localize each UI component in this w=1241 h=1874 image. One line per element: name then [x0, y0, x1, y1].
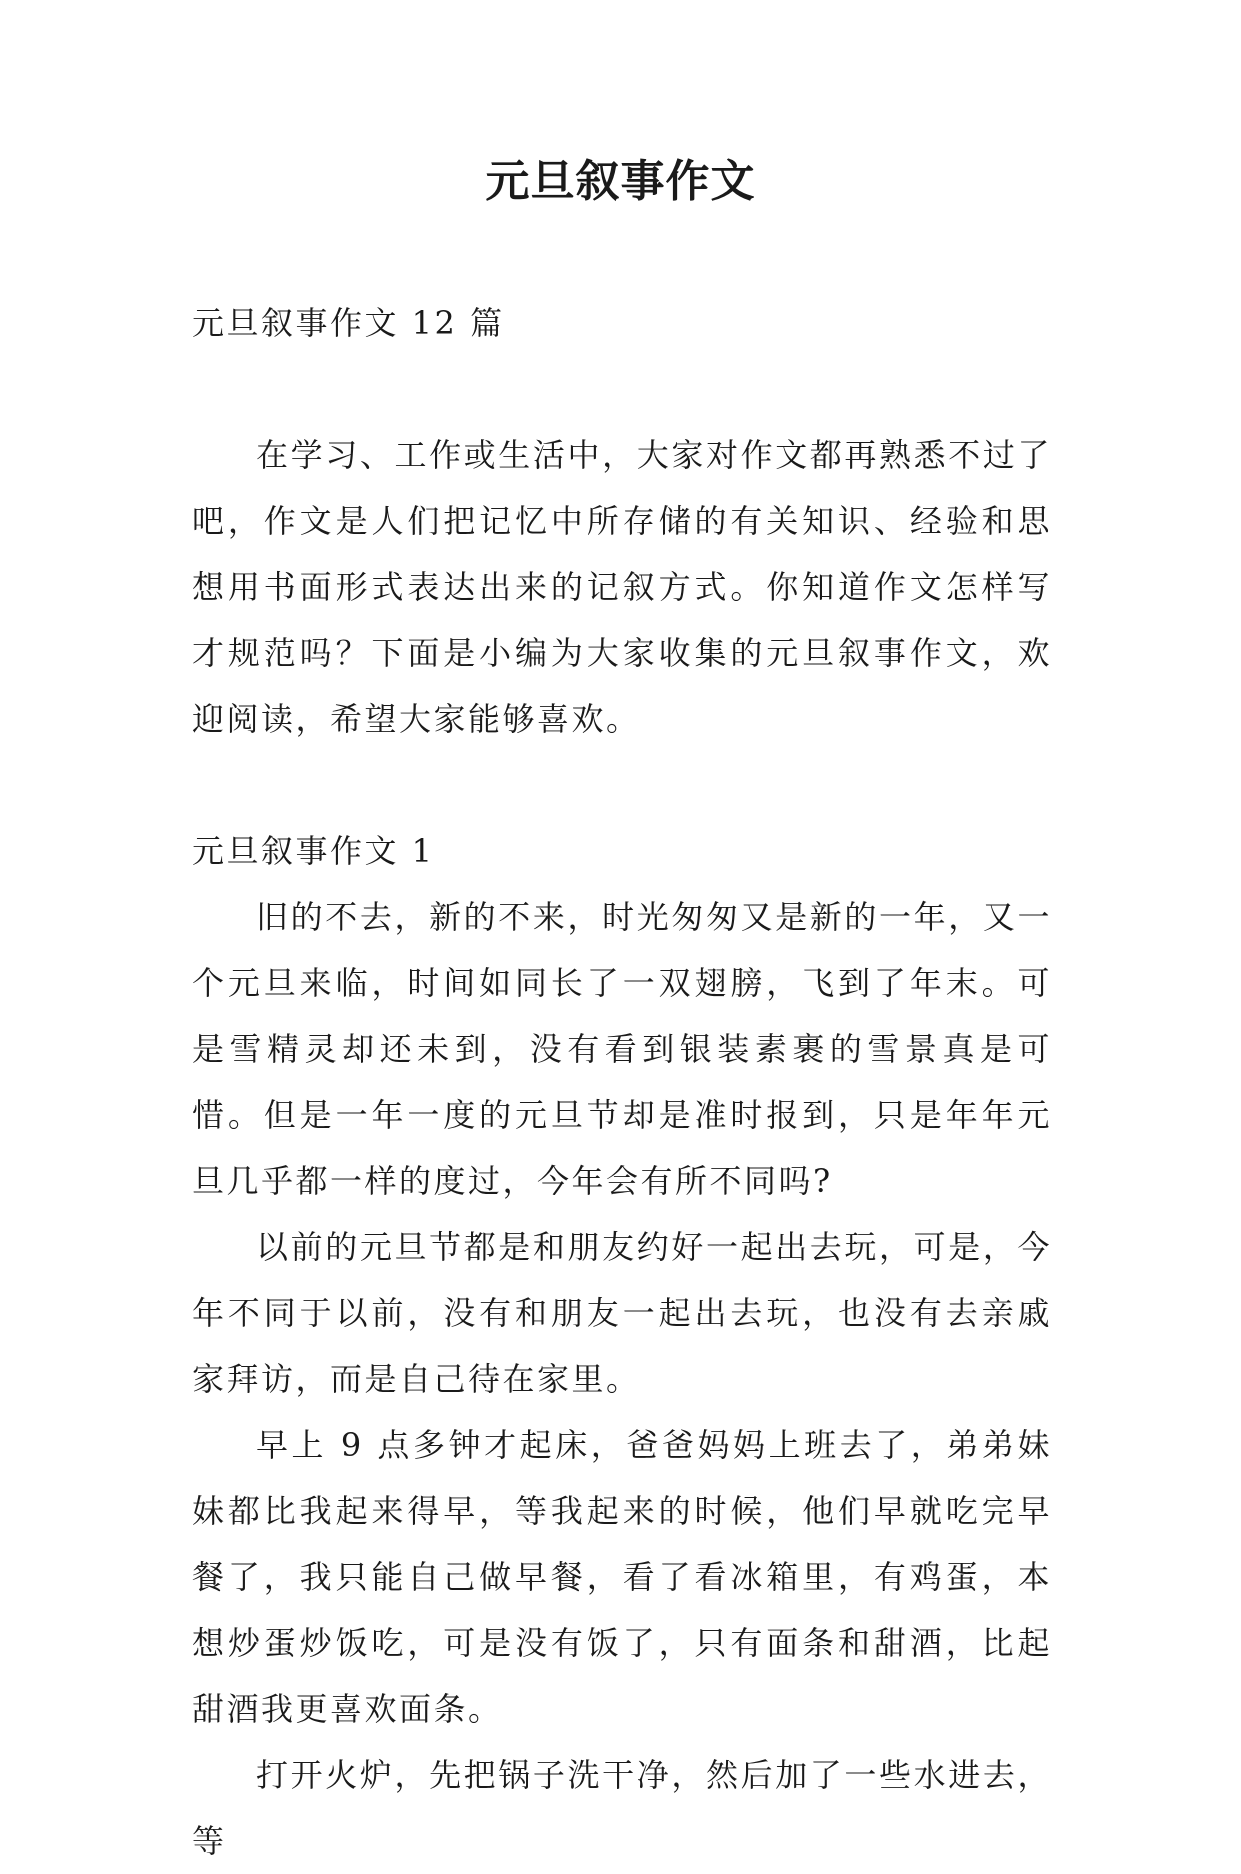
section-heading: 元旦叙事作文 1 [192, 832, 435, 870]
body-paragraph: 以前的元旦节都是和朋友约好一起出去玩，可是，今年不同于以前，没有和朋友一起出去玩，也没有去亲戚家拜访，而是自己待在家里。 [192, 1228, 1052, 1398]
intro-paragraph: 在学习、工作或生活中，大家对作文都再熟悉不过了吧，作文是人们把记忆中所存储的有关知识、经验和思想用书面形式表达出来的记叙方式。你知道作文怎样写才规范吗？下面是小编为大家收集的元旦叙事作文，欢迎阅读，希望大家能够喜欢。 [192, 436, 1052, 738]
body-paragraph: 早上 9 点多钟才起床，爸爸妈妈上班去了，弟弟妹妹都比我起来得早，等我起来的时候，他们早就吃完早餐了，我只能自己做早餐，看了看冰箱里，有鸡蛋，本想炒蛋炒饭吃，可是没有饭了，只有面条和甜酒，比起甜酒我更喜欢面条。 [192, 1426, 1052, 1728]
page-title: 元旦叙事作文 [485, 156, 756, 207]
document-body [192, 290, 1052, 1874]
body-paragraph: 打开火炉，先把锅子洗干净，然后加了一些水进去，等 [192, 1756, 1052, 1860]
document-subtitle: 元旦叙事作文 12 篇 [192, 304, 505, 342]
body-paragraph: 旧的不去，新的不来，时光匆匆又是新的一年，又一个元旦来临，时间如同长了一双翅膀，飞到了年末。可是雪精灵却还未到，没有看到银装素裹的雪景真是可惜。但是一年一度的元旦节却是准时报到，只是年年元旦几乎都一样的度过，今年会有所不同吗? [192, 898, 1052, 1200]
